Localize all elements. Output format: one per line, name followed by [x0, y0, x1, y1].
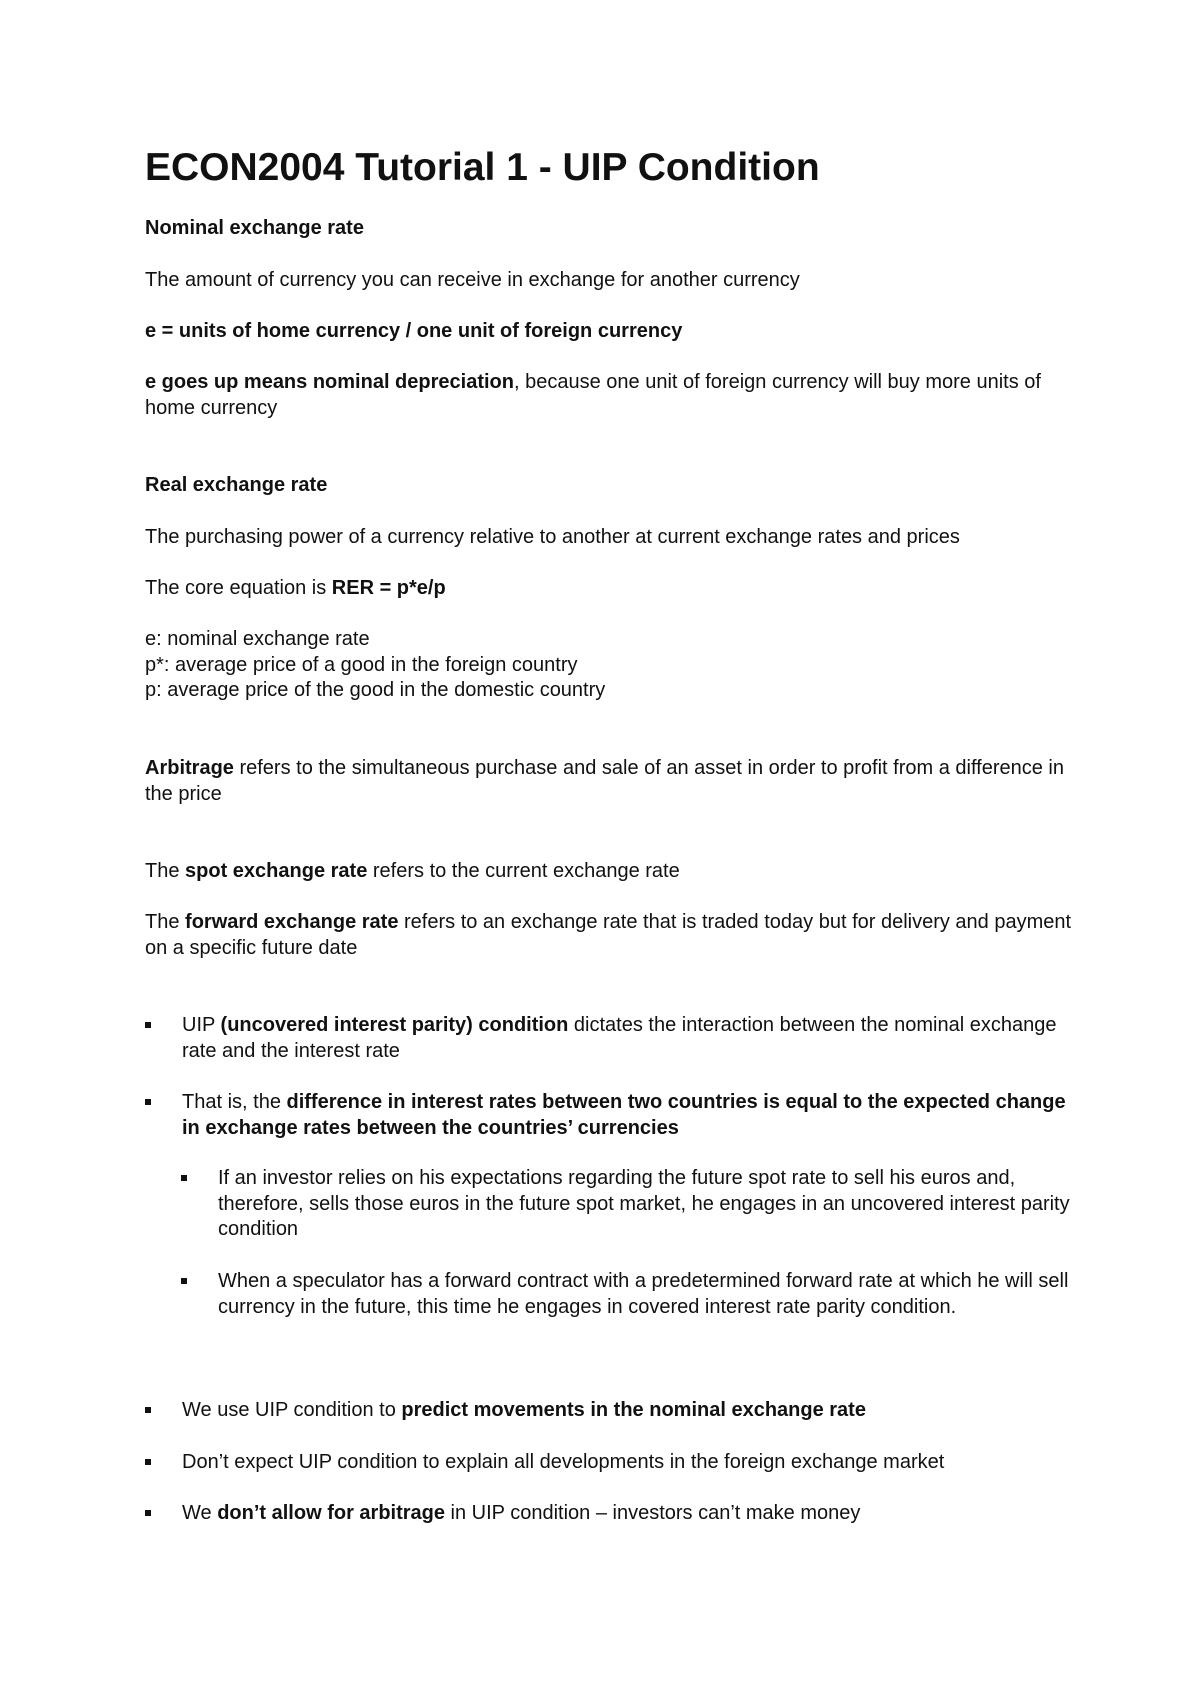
forward-explanation: refers to an exchange rate that is traded today but for delivery and payment on a specific future date: [145, 911, 1072, 959]
arbitrage-definition: [145, 756, 1075, 807]
forward-term: forward exchange rate: [185, 911, 399, 933]
nominal-definition: The amount of currency you can receive in exchange for another currency: [145, 269, 800, 291]
bullet-item-predict: [145, 1398, 1075, 1424]
real-definition: The purchasing power of a currency relative to another at current exchange rates and prices: [145, 526, 960, 548]
bullet-icon: [145, 1459, 151, 1465]
bullet-text: [182, 1501, 1075, 1527]
sub-bullet-uncovered: [181, 1166, 1075, 1243]
arbitrage-explanation: refers to the simultaneous purchase and sale of an asset in order to profit from a difference in the price: [145, 757, 1064, 805]
real-equation: [145, 576, 1075, 602]
nominal-heading: Nominal exchange rate: [145, 217, 364, 239]
variable-p: p: average price of the good in the domestic country: [145, 679, 606, 701]
bullet-text: [182, 1398, 1075, 1424]
forward-prefix: The: [145, 911, 186, 933]
bullet-text: If an investor relies on his expectations regarding the future spot rate to sell his euros and, therefore, sells those euros in the future spot market, he engages in an uncovered interest parity condition: [218, 1167, 1070, 1240]
bullet-icon: [181, 1278, 187, 1284]
bullet-item-uip: [145, 1013, 1075, 1064]
predict-prefix: We use UIP condition to: [182, 1399, 402, 1421]
spot-term: spot exchange rate: [185, 860, 368, 882]
bullet-icon: [145, 1510, 151, 1516]
that-is-statement: difference in interest rates between two countries is equal to the expected change in exchange rates between the countries’ currencies: [182, 1091, 1066, 1139]
that-is-prefix: That is, the: [182, 1091, 287, 1113]
variable-e: e: nominal exchange rate: [145, 628, 370, 650]
spot-prefix: The: [145, 860, 186, 882]
forward-rate-definition: [145, 910, 1075, 961]
arb-prefix: We: [182, 1502, 218, 1524]
bullet-icon: [145, 1022, 151, 1028]
bullet-item-dont-expect: [145, 1450, 1075, 1476]
equation-prefix: The core equation is: [145, 577, 332, 599]
nominal-formula: e = units of home currency / one unit of foreign currency: [145, 320, 683, 342]
uip-explanation: dictates the interaction between the nominal exchange rate and the interest rate: [182, 1014, 1057, 1062]
spot-explanation: refers to the current exchange rate: [367, 860, 680, 882]
depreciation-explanation: , because one unit of foreign currency will buy more units of home currency: [145, 371, 1041, 419]
uip-prefix: UIP: [182, 1014, 221, 1036]
page-title: ECON2004 Tutorial 1 - UIP Condition: [145, 146, 820, 189]
bullet-item-arbitrage: [145, 1501, 1075, 1527]
bullet-text: [182, 1090, 1075, 1141]
spot-rate-definition: [145, 859, 1075, 885]
bullet-icon: [181, 1175, 187, 1181]
depreciation-term: e goes up means nominal depreciation: [145, 371, 514, 393]
bullet-text: [182, 1013, 1075, 1064]
bullet-icon: [145, 1407, 151, 1413]
arb-statement: don’t allow for arbitrage: [217, 1502, 445, 1524]
variable-p-star: p*: average price of a good in the foreign country: [145, 653, 578, 676]
bullet-icon: [145, 1099, 151, 1105]
equation-formula: RER = p*e/p: [331, 577, 446, 599]
sub-bullet-covered: [181, 1269, 1075, 1320]
bullet-text: When a speculator has a forward contract with a predetermined forward rate at which he will sell currency in the future, this time he engages in covered interest rate parity condition.: [218, 1270, 1069, 1318]
bullet-item-that-is: [145, 1090, 1075, 1141]
real-heading: Real exchange rate: [145, 474, 328, 496]
predict-statement: predict movements in the nominal exchange rate: [401, 1399, 866, 1421]
arbitrage-term: Arbitrage: [145, 757, 234, 779]
nominal-depreciation: [145, 370, 1075, 421]
bullet-text: Don’t expect UIP condition to explain all developments in the foreign exchange market: [182, 1451, 945, 1473]
uip-term: (uncovered interest parity) condition: [220, 1014, 569, 1036]
real-variables: [145, 627, 1075, 704]
arb-explanation: in UIP condition – investors can’t make money: [445, 1502, 861, 1524]
